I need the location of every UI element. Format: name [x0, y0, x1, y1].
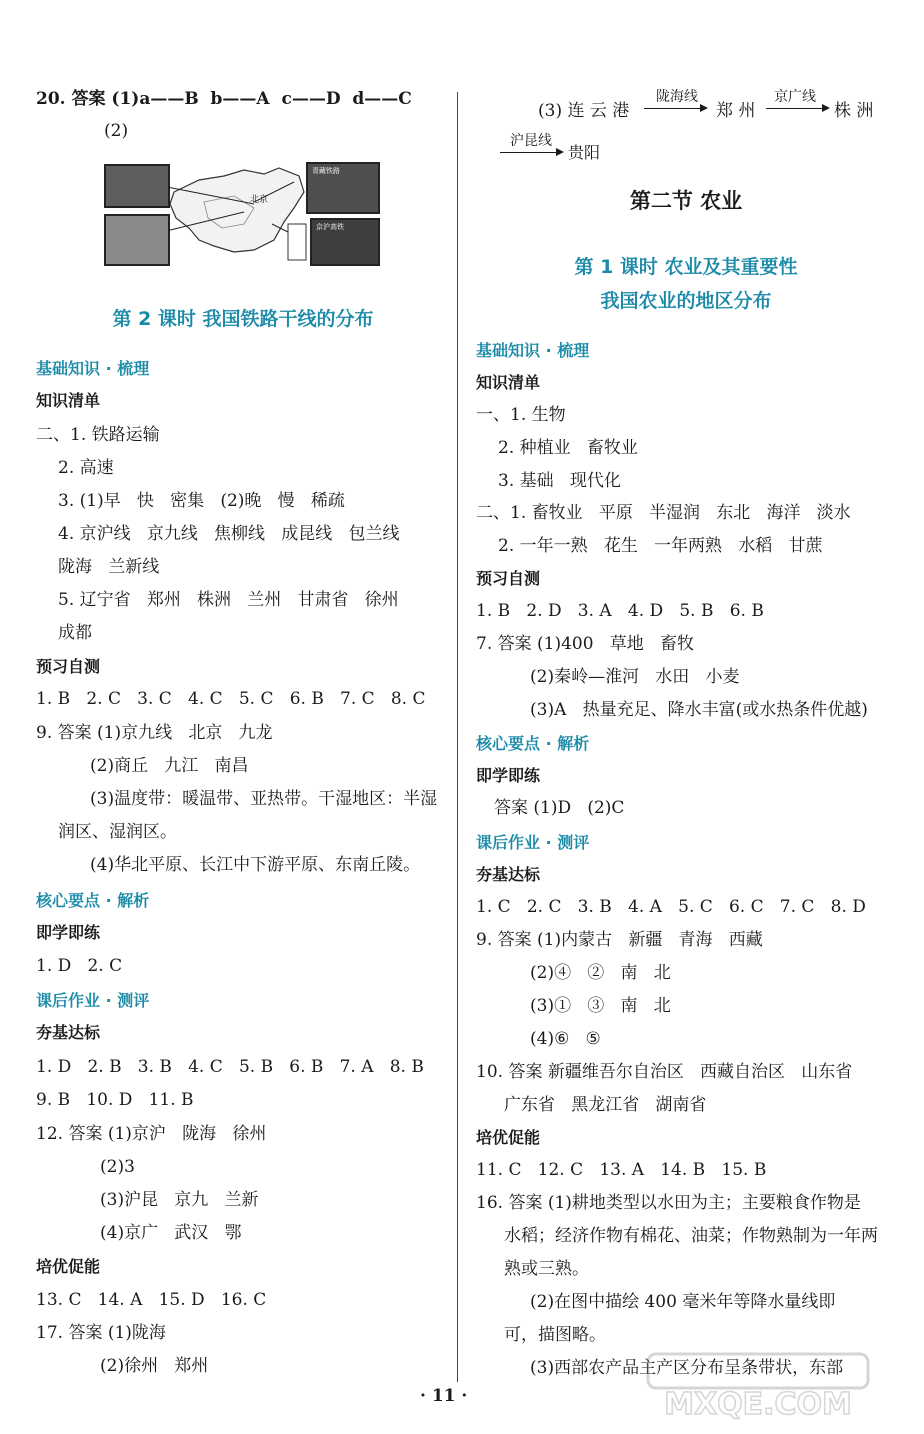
route-arrow: [766, 108, 828, 109]
sub-heading: 知识清单: [36, 391, 101, 410]
answer-line: (3)温度带：暖温带、亚热带。干湿地区：半湿: [90, 789, 438, 809]
sub-heading: 夯基达标: [476, 865, 541, 884]
answer-line: (2)在图中描绘 400 毫米年等降水量线即: [530, 1292, 836, 1312]
mc-answers: 1. D 2. C: [36, 956, 123, 976]
answer-line: (2)徐州 郑州: [100, 1356, 209, 1376]
route-label: 陇海线: [656, 89, 698, 105]
list-item: 2. 种植业 畜牧业: [498, 438, 638, 458]
mc-answers: 1. B 2. D 3. A 4. D 5. B 6. B: [476, 601, 764, 621]
answer-line: (4)⑥ ⑤: [530, 1029, 601, 1049]
photo-bottom-left: [104, 214, 170, 266]
q20-answer: 20. 答案 (1)a——B b——A c——D d——C: [36, 89, 412, 109]
answer-line: 9. 答案 (1)内蒙古 新疆 青海 西藏: [476, 930, 763, 950]
answer-line: (3)沪昆 京九 兰新: [100, 1190, 259, 1210]
mc-answers: 1. C 2. C 3. B 4. A 5. C 6. C 7. C 8. D: [476, 897, 866, 917]
sub-heading: 即学即练: [36, 923, 101, 942]
answer-line: 7. 答案 (1)400 草地 畜牧: [476, 634, 694, 654]
answer-line: (4)华北平原、长江中下游平原、东南丘陵。: [90, 855, 421, 875]
answer-line: 答案 (1)D (2)C: [494, 798, 625, 818]
answer-line: (2)商丘 九江 南昌: [90, 756, 249, 776]
section-heading: 核心要点 · 解析: [476, 734, 590, 753]
answer-line: 水稻；经济作物有棉花、油菜；作物熟制为一年两: [504, 1226, 878, 1246]
answer-line: 熟或三熟。: [504, 1259, 589, 1279]
photo-bottom-right: [310, 218, 380, 266]
route-station: 株 洲: [834, 101, 874, 121]
list-item: 一、1. 生物: [476, 405, 566, 425]
lesson-title: 第 1 课时 农业及其重要性: [574, 256, 798, 278]
answer-line: 广东省 黑龙江省 湖南省: [504, 1095, 707, 1115]
route-arrow: [644, 108, 706, 109]
answer-line: (2)3: [100, 1157, 135, 1177]
q20-part2: (2): [104, 121, 129, 141]
mc-answers: 13. C 14. A 15. D 16. C: [36, 1290, 267, 1310]
answer-line: 16. 答案 (1)耕地类型以水田为主；主要粮食作物是: [476, 1193, 861, 1213]
answer-line: (2)④ ② 南 北: [530, 963, 671, 983]
sub-heading: 夯基达标: [36, 1023, 101, 1042]
answer-line: 9. 答案 (1)京九线 北京 九龙: [36, 723, 273, 743]
route-station: 贵阳: [568, 143, 601, 162]
section-heading: 课后作业 · 测评: [476, 833, 590, 852]
list-item: 4. 京沪线 京九线 焦柳线 成昆线 包兰线: [58, 524, 400, 544]
list-item: 成都: [58, 623, 92, 643]
answer-line: (2)秦岭—淮河 水田 小麦: [530, 667, 740, 687]
answer-line: (3)A 热量充足、降水丰富(或水热条件优越): [530, 700, 868, 720]
watermark-logo: [608, 1350, 908, 1420]
lesson-subtitle: 我国农业的地区分布: [600, 290, 772, 312]
section-heading: 基础知识 · 梳理: [36, 359, 150, 378]
sub-heading: 培优促能: [476, 1128, 541, 1147]
list-item: 2. 一年一熟 花生 一年两熟 水稻 甘蔗: [498, 536, 823, 556]
column-divider: [457, 92, 458, 1382]
answer-line: 10. 答案 新疆维吾尔自治区 西藏自治区 山东省: [476, 1062, 853, 1082]
route-label: 京广线: [774, 89, 816, 105]
q3-prefix: (3) 连 云 港: [538, 101, 630, 121]
list-item: 陇海 兰新线: [58, 557, 160, 577]
list-item: 二、1. 畜牧业 平原 半湿润 东北 海洋 淡水: [476, 503, 851, 523]
mc-answers: 1. B 2. C 3. C 4. C 5. C 6. B 7. C 8. C: [36, 689, 426, 709]
svg-text:MXQE.COM: MXQE.COM: [664, 1387, 852, 1420]
photo-top-left: [104, 164, 170, 208]
map-label-beijing: 北京: [250, 195, 269, 205]
answer-line: 润区、湿润区。: [58, 822, 177, 842]
photo-caption: 青藏铁路: [312, 167, 340, 175]
list-item: 2. 高速: [58, 458, 114, 478]
answer-line: (3)① ③ 南 北: [530, 996, 671, 1016]
mc-answers: 9. B 10. D 11. B: [36, 1090, 194, 1110]
chapter-title: 第二节 农业: [629, 189, 743, 213]
sub-heading: 预习自测: [36, 657, 101, 676]
mc-answers: 1. D 2. B 3. B 4. C 5. B 6. B 7. A 8. B: [36, 1057, 424, 1077]
sub-heading: 培优促能: [36, 1257, 101, 1276]
list-item: 3. (1)早 快 密集 (2)晚 慢 稀疏: [58, 491, 345, 511]
lesson-title: 第 2 课时 我国铁路干线的分布: [112, 308, 374, 330]
watermark-graphic: [608, 1350, 908, 1420]
answer-line: 17. 答案 (1)陇海: [36, 1323, 166, 1343]
route-arrow: [500, 152, 562, 153]
sub-heading: 即学即练: [476, 766, 541, 785]
answer-line: 12. 答案 (1)京沪 陇海 徐州: [36, 1124, 267, 1144]
china-map-figure: [104, 162, 380, 266]
route-label: 沪昆线: [510, 133, 552, 149]
page-number: · 11 ·: [420, 1386, 468, 1406]
section-heading: 基础知识 · 梳理: [476, 341, 590, 360]
photo-top-right: [306, 162, 380, 214]
list-item: 3. 基础 现代化: [498, 471, 621, 491]
sub-heading: 预习自测: [476, 569, 541, 588]
list-item: 5. 辽宁省 郑州 株洲 兰州 甘肃省 徐州: [58, 590, 399, 610]
sub-heading: 知识清单: [476, 373, 541, 392]
list-item: 二、1. 铁路运输: [36, 425, 160, 445]
answer-line: 可，描图略。: [504, 1325, 606, 1345]
mc-answers: 11. C 12. C 13. A 14. B 15. B: [476, 1160, 767, 1180]
photo-caption: 京沪高铁: [316, 223, 344, 231]
answer-line: (4)京广 武汉 鄂: [100, 1223, 242, 1243]
answer-line: (3)西部农产品主产区分布呈条带状，东部: [530, 1358, 844, 1378]
route-station: 郑 州: [716, 101, 756, 121]
section-heading: 核心要点 · 解析: [36, 891, 150, 910]
section-heading: 课后作业 · 测评: [36, 991, 150, 1010]
